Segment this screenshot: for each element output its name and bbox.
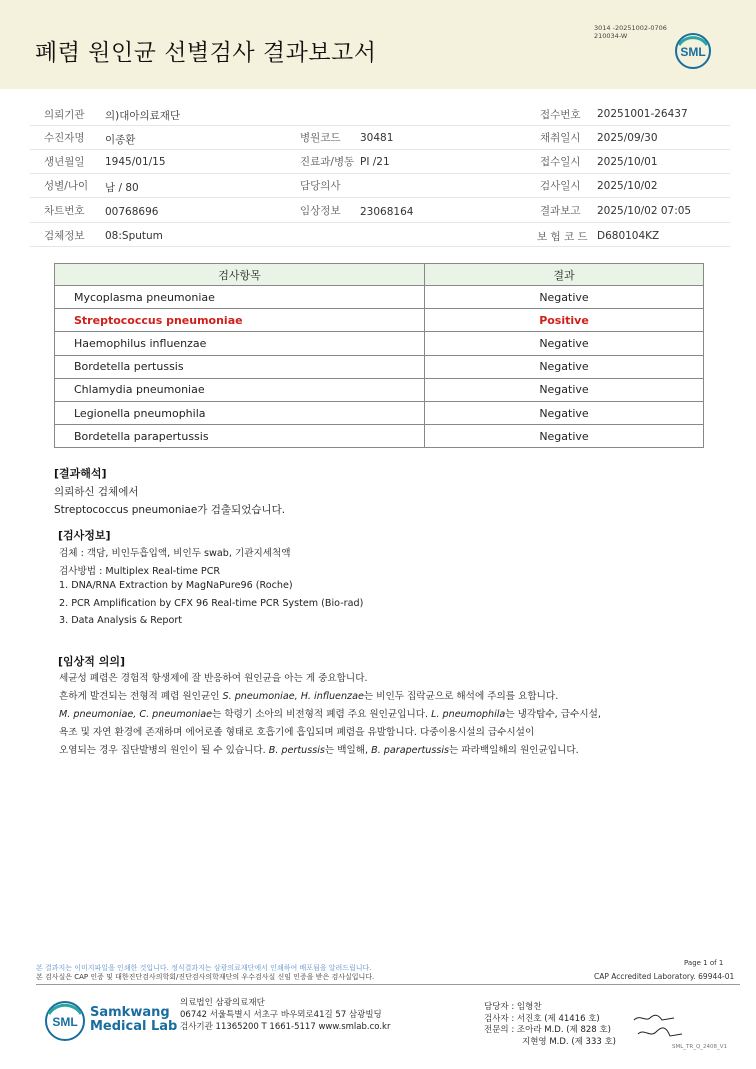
sml-logo-icon	[674, 32, 712, 70]
info-divider	[30, 222, 730, 223]
insurance-code-label: 보 험 코 드	[537, 231, 588, 243]
clinical-line1: 세균성 폐렴은 경험적 항생제에 잘 반응하여 원인균을 아는 게 중요합니다.	[59, 673, 368, 684]
receipt-no-label: 접수번호	[540, 109, 581, 121]
test-item-name: Legionella pneumophila	[55, 401, 425, 424]
org-name: 의료법인 삼광의료재단	[180, 998, 265, 1008]
info-divider	[30, 149, 730, 150]
column-header-result: 결과	[425, 264, 704, 286]
test-date-label: 검사일시	[540, 180, 581, 192]
table-row	[55, 355, 704, 378]
info-divider	[30, 125, 730, 126]
document-id-line1: 3014 -20251002-0706	[594, 24, 667, 32]
org-address: 06742 서울특별시 서초구 바우뫼로41길 57 삼광빌딩	[180, 1010, 382, 1020]
table-row	[55, 425, 704, 448]
test-item-result: Negative	[425, 425, 704, 448]
receipt-date-label: 접수일시	[540, 156, 581, 168]
test-item-result: Negative	[425, 401, 704, 424]
test-item-name: Chlamydia pneumoniae	[55, 378, 425, 401]
test-item-result: Negative	[425, 355, 704, 378]
signature-icon	[630, 1008, 690, 1044]
logo-text: SML	[680, 45, 706, 59]
signatory-specialist2: 지현영 M.D. (제 333 호)	[522, 1036, 617, 1047]
info-divider	[30, 197, 730, 198]
test-item-name: Mycoplasma pneumoniae	[55, 286, 425, 309]
test-item-name: Haemophilus influenzae	[55, 332, 425, 355]
sex-age-value: 남 / 80	[105, 182, 139, 194]
name-value: 이종환	[105, 134, 136, 146]
footer-logo-text: SML	[52, 1015, 78, 1029]
dob-label: 생년월일	[44, 156, 85, 168]
signatories	[484, 1002, 616, 1048]
test-info-step3: 3. Data Analysis & Report	[59, 615, 183, 626]
print-notice: 본 결과지는 이미지파일을 인쇄한 것입니다. 정식결과지는 삼광의료재단에서 인쇄하여 배포됨을 알려드립니다.	[36, 964, 372, 972]
clinical-info-value: 23068164	[360, 206, 414, 218]
test-info-step1: 1. DNA/RNA Extraction by MagNaPure96 (Roche)	[59, 580, 293, 591]
chart-no-value: 00768696	[105, 206, 159, 218]
sex-age-label: 성별/나이	[44, 180, 89, 192]
document-id-line2: 210034-W	[594, 32, 628, 40]
table-row	[55, 286, 704, 309]
specimen-value: 08:Sputum	[105, 230, 163, 242]
institution-label: 의뢰기관	[44, 109, 85, 121]
brand-name-line1: Samkwang	[90, 1005, 170, 1020]
clinical-significance-title: [임상적 의의]	[58, 655, 126, 668]
sml-footer-logo-icon	[44, 1000, 86, 1042]
footer-divider	[36, 984, 740, 985]
test-info-title: [검사정보]	[58, 529, 111, 542]
table-row	[55, 332, 704, 355]
test-info-method: 검사방법 : Multiplex Real-time PCR	[59, 566, 221, 577]
test-info-specimen: 검체 : 객담, 비인두흡입액, 비인두 swab, 기관지세척액	[59, 548, 291, 559]
org-contact: 검사기관 11365200 T 1661-5117 www.smlab.co.kr	[180, 1022, 391, 1032]
clinical-line5: 오염되는 경우 집단발병의 원인이 될 수 있습니다. B. pertussis는 백일해, B. parapertussis는 파라백일해의 원인균입니다.	[59, 745, 579, 756]
test-item-result: Negative	[425, 332, 704, 355]
table-row	[55, 378, 704, 401]
clinical-info-label: 임상정보	[300, 205, 341, 217]
test-item-result: Negative	[425, 286, 704, 309]
organization-address	[180, 997, 390, 1033]
dept-label: 진료과/병동	[300, 156, 355, 168]
document-id	[594, 24, 667, 40]
receipt-date-value: 2025/10/01	[597, 156, 658, 168]
signatory-tester: 검사자 : 서진호 (제 41416 호)	[484, 1013, 600, 1024]
column-header-item: 검사항목	[55, 264, 425, 286]
brand-name-line2: Medical Lab	[90, 1019, 178, 1034]
collect-date-label: 채취일시	[540, 132, 581, 144]
test-item-name: Bordetella pertussis	[55, 355, 425, 378]
interpretation-title: [결과해석]	[54, 467, 107, 480]
hospital-code-label: 병원코드	[300, 132, 341, 144]
report-date-value: 2025/10/02 07:05	[597, 205, 692, 217]
info-divider	[30, 246, 730, 247]
test-item-name: Streptococcus pneumoniae	[55, 309, 425, 332]
name-label: 수진자명	[44, 132, 85, 144]
brand-name	[90, 1006, 177, 1034]
table-row-positive	[55, 309, 704, 332]
report-title: 폐렴 원인균 선별검사 결과보고서	[35, 40, 377, 66]
chart-no-label: 차트번호	[44, 205, 85, 217]
report-date-label: 결과보고	[540, 205, 581, 217]
institution-value: 의)대아의료재단	[105, 110, 181, 122]
doctor-label: 담당의사	[300, 180, 341, 192]
signatory-manager: 담당자 : 임형찬	[484, 1002, 542, 1012]
dob-value: 1945/01/15	[105, 156, 166, 168]
clinical-line3: M. pneumoniae, C. pneumoniae는 학령기 소아의 비전형적 폐렴 주요 원인균입니다. L. pneumophila는 냉각탑수, 급수시설,	[59, 709, 601, 720]
table-header-row	[55, 264, 704, 286]
interpretation-line2: Streptococcus pneumoniae가 검출되었습니다.	[54, 504, 286, 516]
test-date-value: 2025/10/02	[597, 180, 658, 192]
table-row	[55, 401, 704, 424]
clinical-line2: 흔하게 발견되는 전형적 폐렴 원인균인 S. pneumoniae, H. influenzae는 비인두 집락균으로 해석에 주의를 요합니다.	[59, 691, 559, 702]
collect-date-value: 2025/09/30	[597, 132, 658, 144]
form-code: SML_TR_Q_2408_V1	[672, 1044, 728, 1050]
page-number: Page 1 of 1	[684, 959, 724, 967]
certification-notice: 본 검사실은 CAP 인증 및 대한진단검사의학회/진단검사의학재단의 우수검사실 신임 인증을 받은 검사실입니다.	[36, 973, 375, 981]
specimen-label: 검체정보	[44, 230, 85, 242]
report-header	[0, 0, 756, 89]
results-table	[54, 263, 704, 448]
test-item-result: Positive	[425, 309, 704, 332]
dept-value: PI /21	[360, 156, 390, 168]
clinical-line4: 욕조 및 자연 환경에 존재하며 에어로졸 형태로 호흡기에 흡입되며 폐렴을 유발합니다. 다중이용시설의 급수시설이	[59, 727, 535, 738]
signatory-specialist1: 전문의 : 조아라 M.D. (제 828 호)	[484, 1025, 611, 1035]
info-divider	[30, 173, 730, 174]
receipt-no-value: 20251001-26437	[597, 108, 688, 120]
test-info-step2: 2. PCR Amplification by CFX 96 Real-time PCR System (Bio-rad)	[59, 598, 364, 609]
test-item-result: Negative	[425, 378, 704, 401]
cap-accreditation: CAP Accredited Laboratory. 69944-01	[594, 972, 735, 981]
test-item-name: Bordetella parapertussis	[55, 425, 425, 448]
interpretation-line1: 의뢰하신 검체에서	[54, 486, 139, 498]
hospital-code-value: 30481	[360, 132, 394, 144]
insurance-code-value: D680104KZ	[597, 230, 660, 242]
